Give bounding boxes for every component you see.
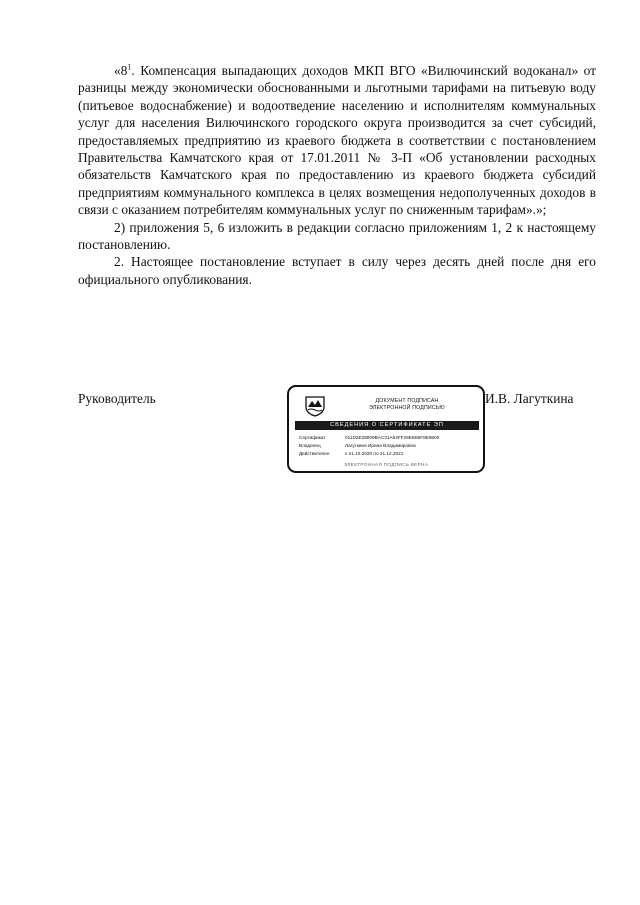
stamp-footer: ЭЛЕКТРОННАЯ ПОДПИСЬ ВЕРНА bbox=[343, 462, 429, 467]
validity-label: Действителен bbox=[299, 451, 330, 456]
signatory-name: И.В. Лагуткина bbox=[485, 391, 574, 406]
certificate-value: 011D2E28009BAC31A54FF29EB86F8E9800 bbox=[345, 435, 440, 440]
signatory-position: Руководитель bbox=[78, 391, 156, 406]
paragraph-compensation bbox=[78, 62, 596, 219]
certificate-label: Сертификат bbox=[299, 435, 326, 440]
validity-value: с 21.10.2020 по 21.12.2021 bbox=[345, 451, 404, 456]
paragraph-effective-date: 2. Настоящее постановление вступает в силу через десять дней после дня его официального опубликования. bbox=[78, 254, 596, 287]
paragraph-compensation-start: «8 bbox=[114, 63, 128, 78]
stamp-details bbox=[299, 434, 481, 458]
document-body bbox=[78, 62, 596, 288]
owner-label: Владелец bbox=[299, 443, 321, 448]
stamp-title-line-2: ЭЛЕКТРОННОЙ ПОДПИСЬЮ bbox=[369, 405, 445, 411]
stamp-row-owner bbox=[299, 442, 481, 450]
stamp-title bbox=[337, 398, 477, 412]
stamp-row-validity bbox=[299, 450, 481, 458]
paragraph-appendices: 2) приложения 5, 6 изложить в редакции согласно приложениям 1, 2 к настоящему постановлению. bbox=[78, 219, 596, 253]
paragraph-compensation-text: . Компенсация выпадающих доходов МКП ВГО «Вилючинский водоканал» от разницы между экономически обоснованными и льготными тарифами на питьевую воду (питьевое водоснабжение) и водоотведение населению и исполнителям коммунальных услуг для населения Вилючинского городского округа производится за счет субсидий, предоставляемых предприятию из краевого бюджета в соответствии с постановлением Правительства Камчатского края от 17.01.2011 № 3-П «Об установлении расходных обязательств Камчатского края по предоставлению из краевого бюджета субсидий предприятиям коммунального комплекса в целях возмещения недополученных доходов в связи с оказанием потребителям коммунальных услуг по сниженным тарифам».»; bbox=[78, 63, 596, 218]
stamp-header-bar: СВЕДЕНИЯ О СЕРТИФИКАТЕ ЭП bbox=[295, 421, 479, 430]
stamp-title-line-1: ДОКУМЕНТ ПОДПИСАН bbox=[375, 398, 439, 404]
owner-value: Лагуткина Ирина Владимировна bbox=[345, 443, 416, 448]
superscript-index: 1 bbox=[127, 62, 132, 72]
electronic-signature-stamp bbox=[287, 385, 485, 473]
stamp-row-certificate bbox=[299, 434, 481, 442]
coat-of-arms-icon bbox=[304, 395, 326, 417]
